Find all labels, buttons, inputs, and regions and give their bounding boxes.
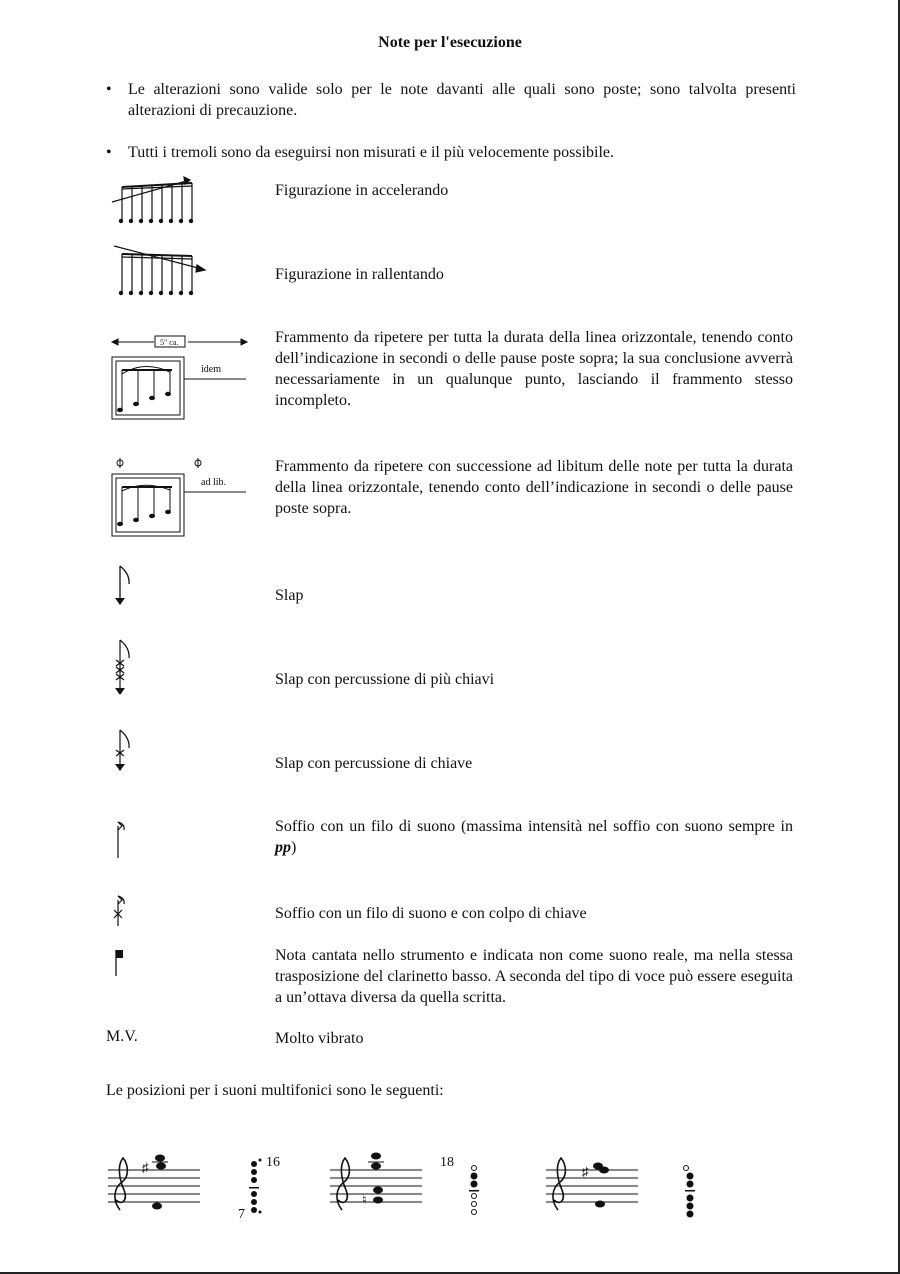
slap-symbol	[110, 562, 140, 610]
sharp-glyph: ♯	[582, 1164, 589, 1179]
bullet-text-alterazioni: Le alterazioni sono valide solo per le note davanti alle quali sono poste; sono talvolta presenti alterazioni di precauzione.	[128, 81, 796, 119]
fragment-idem-symbol	[108, 330, 253, 425]
bullet-item	[106, 142, 796, 163]
idem-label: idem	[201, 364, 221, 375]
multiphonic-staff-3	[542, 1150, 642, 1230]
bullet-marker: •	[106, 144, 112, 161]
accelerando-desc: Figurazione in accelerando	[275, 182, 449, 199]
bullet-text-tremoli: Tutti i tremoli sono da eseguirsi non misurati e il più velocemente possibile.	[128, 144, 615, 161]
slap-multi-key-desc: Slap con percussione di più chiavi	[275, 671, 495, 688]
accelerando-symbol	[108, 174, 198, 229]
mv-desc: Molto vibrato	[275, 1030, 364, 1047]
bullet-marker: •	[106, 81, 112, 98]
duration-label: 5" ca.	[160, 338, 179, 347]
dynamic-pp: pp	[275, 839, 291, 856]
fingering-1-top-number: 16	[266, 1155, 280, 1170]
slap-key-desc: Slap con percussione di chiave	[275, 755, 473, 772]
sharp-glyph: ♯	[142, 1160, 149, 1175]
mv-label: M.V.	[106, 1028, 138, 1045]
slap-multi-key-symbol	[110, 636, 140, 700]
breath-key-click-symbol	[110, 892, 134, 932]
fingering-diagram-3	[666, 1160, 706, 1230]
sung-note-desc: Nota cantata nello strumento e indicata non come suono reale, ma nella stessa trasposizione del clarinetto basso. A seconda del tipo di voce può essere eseguita a un’ottava diversa da quella scritta.	[275, 947, 793, 1006]
breath-tone-desc	[275, 816, 793, 858]
bullet-item	[106, 79, 796, 121]
fingering-1-bottom-number: 7	[238, 1207, 245, 1222]
fingering-2-top-number: 18	[440, 1155, 454, 1170]
slap-key-symbol	[110, 726, 140, 778]
sung-note-symbol	[110, 944, 134, 980]
breath-tone-text: Soffio con un filo di suono (massima intensità nel soffio con suono sempre in	[275, 818, 793, 835]
breath-tone-close: )	[291, 839, 297, 856]
ad-lib-label: ad lib.	[201, 477, 226, 488]
fingering-diagram-1	[232, 1150, 292, 1230]
rallentando-symbol	[108, 240, 208, 302]
fragment-adlib-symbol	[108, 454, 253, 542]
natural-glyph: ♮	[362, 1192, 367, 1207]
breath-key-click-desc: Soffio con un filo di suono e con colpo di chiave	[275, 905, 587, 922]
multiphonic-staff-2	[326, 1150, 426, 1230]
multiphonic-staff-1	[104, 1150, 204, 1230]
rallentando-desc: Figurazione in rallentando	[275, 266, 444, 283]
page-title: Note per l'esecuzione	[378, 34, 522, 51]
fingering-diagram-2	[436, 1150, 496, 1230]
breath-tone-symbol	[110, 818, 134, 864]
multiphonics-intro: Le posizioni per i suoni multifonici sono le seguenti:	[106, 1082, 444, 1099]
slap-desc: Slap	[275, 587, 304, 604]
fragment-adlib-desc: Frammento da ripetere con successione ad libitum delle note per tutta la durata della linea orizzontale, tenendo conto dell’indicazione in secondi o delle pause poste sopra.	[275, 458, 793, 517]
fragment-idem-desc: Frammento da ripetere per tutta la durata della linea orizzontale, tenendo conto dell’indicazione in secondi o delle pause poste sopra; la sua conclusione avverrà necessariamente in un qualunque punto, lasciando il frammento stesso incompleto.	[275, 329, 793, 409]
